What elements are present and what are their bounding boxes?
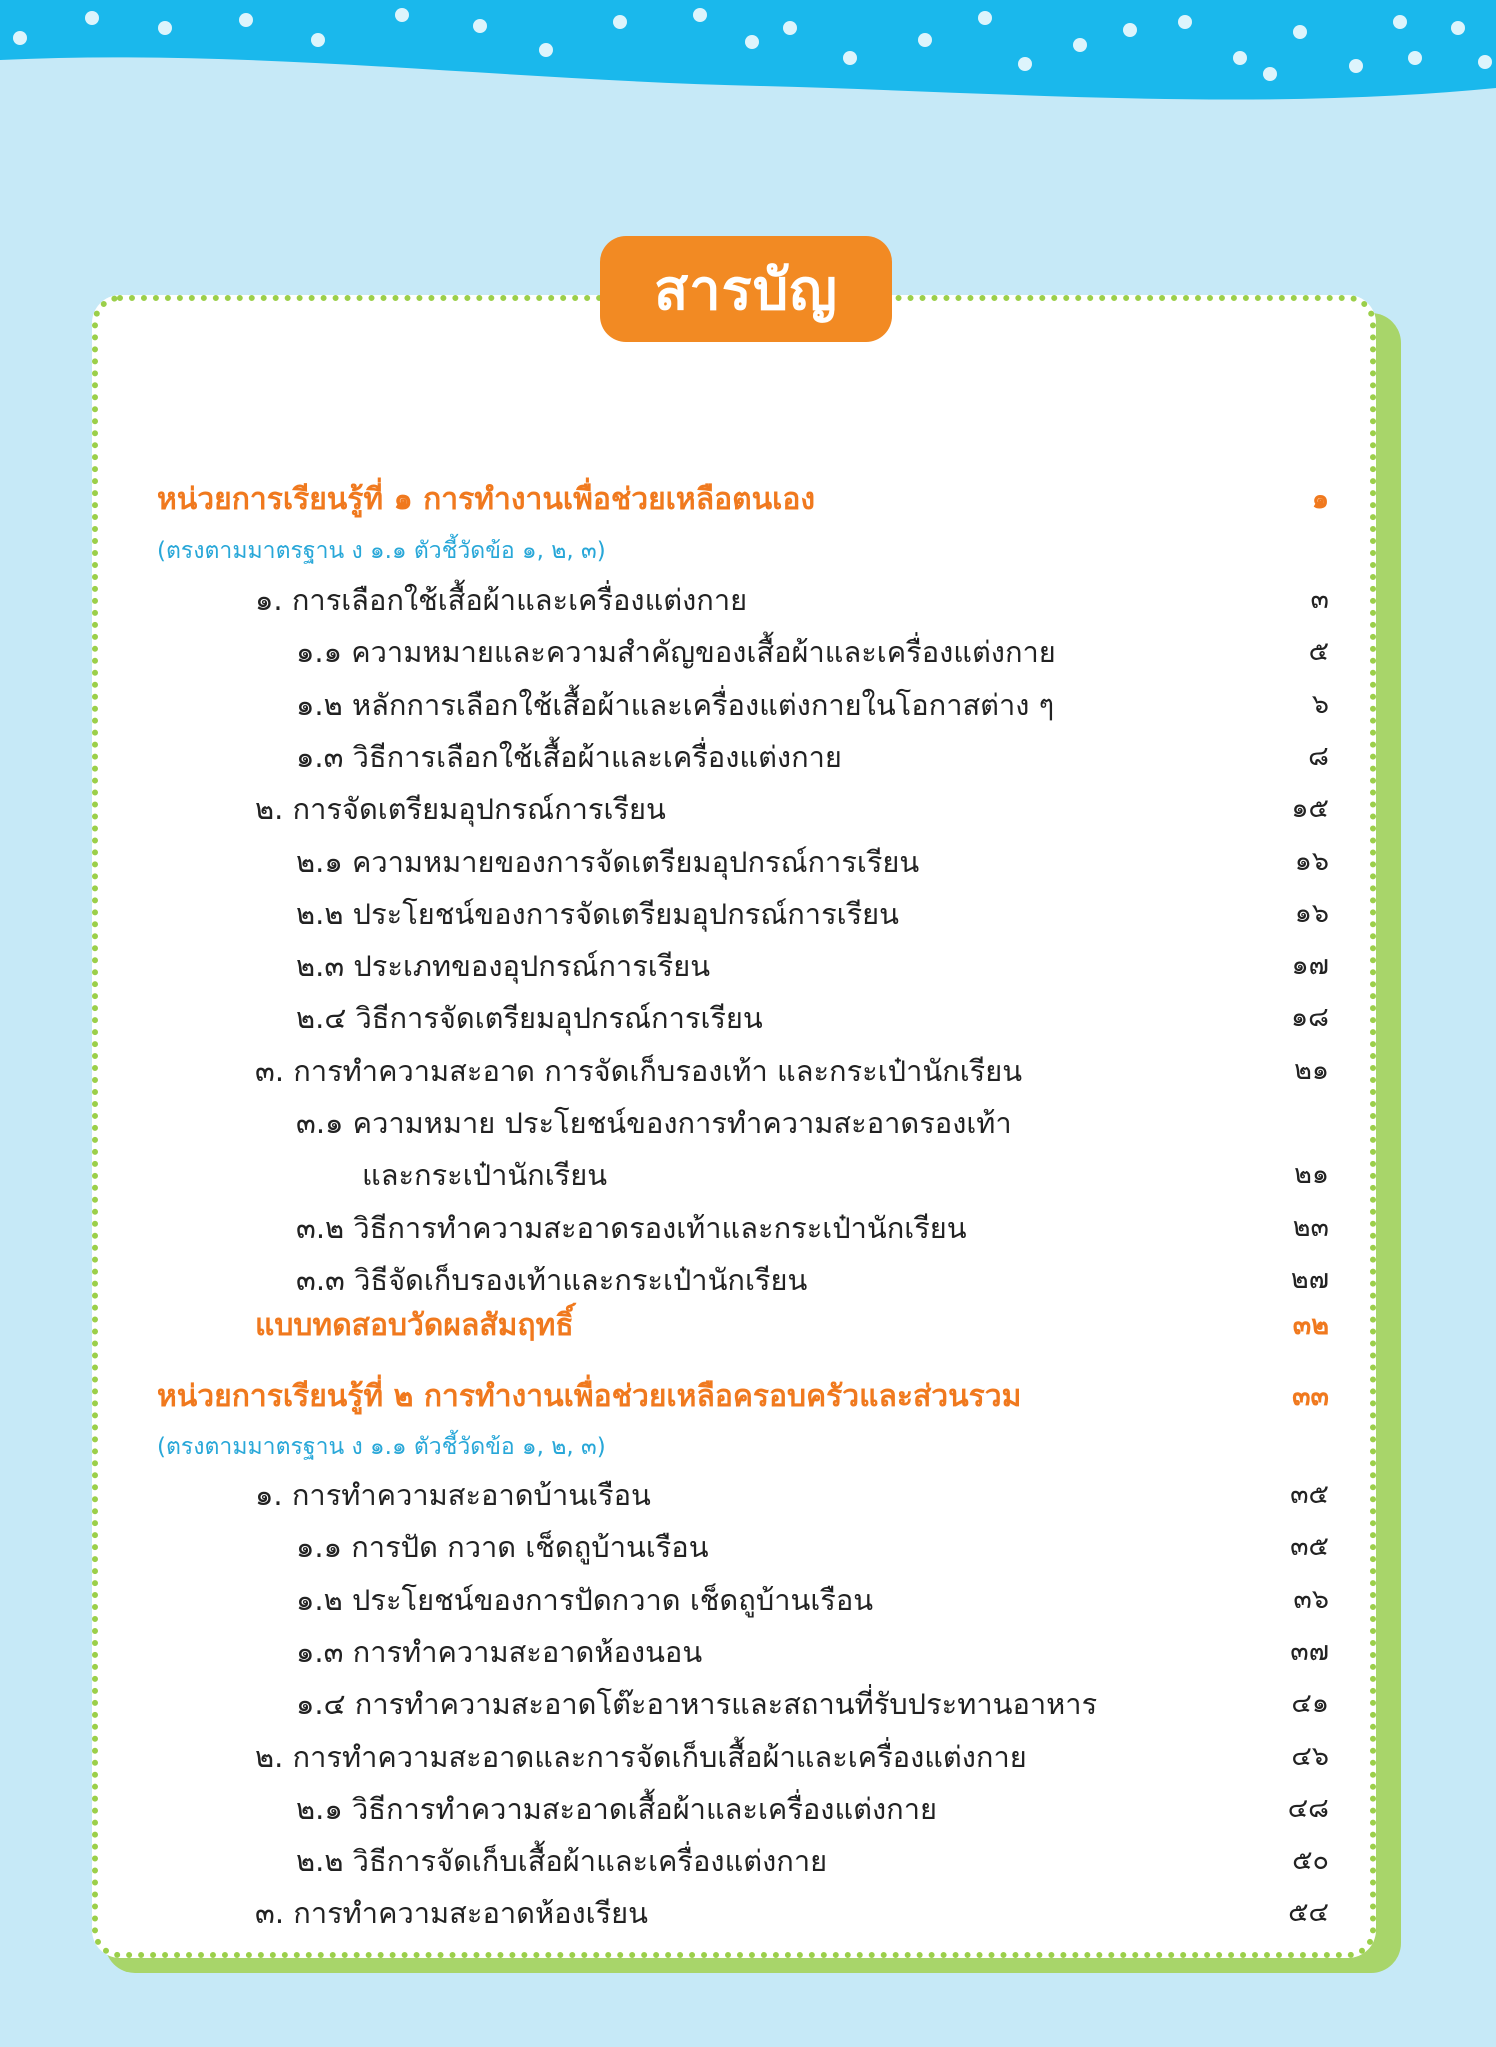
unit-heading-page-number: ๑ bbox=[1311, 484, 1329, 515]
toc-entry-page-number: ๑๖ bbox=[1294, 898, 1329, 929]
toc-entry-page-number: ๒๗ bbox=[1290, 1264, 1329, 1295]
toc-entry-text: ๒.๔ วิธีการจัดเตรียมอุปกรณ์การเรียน bbox=[296, 1001, 763, 1035]
top-wave-banner bbox=[0, 0, 1496, 110]
toc-entry-page-number: ๓๕ bbox=[1290, 1531, 1329, 1562]
toc-entry-text: ๑. การทำความสะอาดบ้านเรือน bbox=[255, 1478, 651, 1512]
toc-entry-page-number: ๔๘ bbox=[1287, 1793, 1329, 1824]
toc-entry-text: ๑.๑ การปัด กวาด เช็ดถูบ้านเรือน bbox=[296, 1530, 709, 1564]
toc-entry-page-number: ๕ bbox=[1308, 636, 1329, 667]
unit-heading-text: หน่วยการเรียนรู้ที่ ๒ การทำงานเพื่อช่วยเหลือครอบครัวและส่วนรวม bbox=[157, 1379, 1022, 1414]
toc-entry bbox=[0, 575, 1496, 625]
toc-entry-page-number: ๓ bbox=[1310, 584, 1329, 615]
toc-entry-page-number: ๔๑ bbox=[1291, 1688, 1329, 1719]
toc-entry-page-number: ๒๓ bbox=[1292, 1212, 1329, 1243]
toc-entry bbox=[0, 1888, 1496, 1938]
toc-entry bbox=[0, 889, 1496, 939]
toc-entry bbox=[0, 1784, 1496, 1834]
toc-entry bbox=[0, 1098, 1496, 1148]
toc-entry-page-number: ๑๖ bbox=[1294, 846, 1329, 877]
toc-entry-text: ๒.๓ ประเภทของอุปกรณ์การเรียน bbox=[296, 949, 711, 983]
toc-entry-text: ๓.๓ วิธีจัดเก็บรองเท้าและกระเป๋านักเรียน bbox=[296, 1263, 808, 1297]
toc-entry-text: ๓.๑ ความหมาย ประโยชน์ของการทำความสะอาดรองเท้า bbox=[296, 1106, 1012, 1140]
unit-heading bbox=[0, 1372, 1496, 1422]
unit-heading-page-number: ๓๓ bbox=[1292, 1381, 1329, 1412]
toc-entry bbox=[0, 1470, 1496, 1520]
toc-entry-text: ๑.๓ การทำความสะอาดห้องนอน bbox=[296, 1635, 703, 1669]
toc-entry-page-number: ๑๕ bbox=[1291, 793, 1329, 824]
unit-heading-text: หน่วยการเรียนรู้ที่ ๑ การทำงานเพื่อช่วยเหลือตนเอง bbox=[157, 482, 816, 517]
toc-entry bbox=[0, 837, 1496, 887]
toc-entry-text: ๑.๓ วิธีการเลือกใช้เสื้อผ้าและเครื่องแต่งกาย bbox=[296, 740, 842, 774]
toc-entry-text: ๑.๒ หลักการเลือกใช้เสื้อผ้าและเครื่องแต่งกายในโอกาสต่าง ๆ bbox=[296, 688, 1055, 722]
toc-entry bbox=[0, 1627, 1496, 1677]
toc-entry-text: ๒.๑ ความหมายของการจัดเตรียมอุปกรณ์การเรียน bbox=[296, 845, 920, 879]
toc-entry bbox=[0, 941, 1496, 991]
toc-entry-text: ๓. การทำความสะอาดห้องเรียน bbox=[255, 1896, 648, 1930]
toc-entry-text: ๑. การเลือกใช้เสื้อผ้าและเครื่องแต่งกาย bbox=[255, 583, 748, 617]
unit-standard-text: (ตรงตามมาตรฐาน ง ๑.๑ ตัวชี้วัดข้อ ๑, ๒, ๓) bbox=[157, 1434, 606, 1460]
unit-heading bbox=[0, 475, 1496, 525]
toc-entry-page-number: ๕๔ bbox=[1288, 1897, 1329, 1928]
toc-entry bbox=[0, 627, 1496, 677]
toc-entry-text: ๒.๑ วิธีการทำความสะอาดเสื้อผ้าและเครื่องแต่งกาย bbox=[296, 1792, 937, 1826]
toc-entry-text: ๑.๔ การทำความสะอาดโต๊ะอาหารและสถานที่รับประทานอาหาร bbox=[296, 1687, 1098, 1721]
unit-standard bbox=[0, 526, 1496, 576]
toc-entry-text: ๓.๒ วิธีการทำความสะอาดรองเท้าและกระเป๋านักเรียน bbox=[296, 1211, 967, 1245]
toc-entry bbox=[0, 732, 1496, 782]
toc-entry-page-number: ๕๐ bbox=[1292, 1845, 1329, 1876]
toc-entry bbox=[0, 1575, 1496, 1625]
toc-entry-text: ๒.๒ ประโยชน์ของการจัดเตรียมอุปกรณ์การเรียน bbox=[296, 897, 899, 931]
toc-entry-page-number: ๘ bbox=[1308, 741, 1329, 772]
toc-entry bbox=[0, 1203, 1496, 1253]
toc-entry bbox=[0, 1255, 1496, 1305]
toc-entry-text: และกระเป๋านักเรียน bbox=[362, 1158, 608, 1192]
achievement-test-entry-page-number: ๓๒ bbox=[1292, 1310, 1329, 1341]
toc-entry-page-number: ๑๘ bbox=[1291, 1002, 1329, 1033]
toc-entry-text: ๒.๒ วิธีการจัดเก็บเสื้อผ้าและเครื่องแต่งกาย bbox=[296, 1844, 828, 1878]
unit-standard bbox=[0, 1422, 1496, 1472]
toc-entry-page-number: ๓๗ bbox=[1290, 1636, 1329, 1667]
unit-standard-text: (ตรงตามมาตรฐาน ง ๑.๑ ตัวชี้วัดข้อ ๑, ๒, ๓) bbox=[157, 538, 606, 564]
toc-entry-text: ๑.๒ ประโยชน์ของการปัดกวาด เช็ดถูบ้านเรือน bbox=[296, 1583, 874, 1617]
toc-entry bbox=[0, 1679, 1496, 1729]
toc-entry-page-number: ๒๑ bbox=[1294, 1055, 1329, 1086]
toc-entry bbox=[0, 1046, 1496, 1096]
toc-entry bbox=[0, 784, 1496, 834]
toc-entry-page-number: ๑๗ bbox=[1291, 950, 1329, 981]
achievement-test-entry-text: แบบทดสอบวัดผลสัมฤทธิ์ bbox=[255, 1308, 574, 1343]
toc-entry bbox=[0, 1836, 1496, 1886]
toc-entry bbox=[0, 680, 1496, 730]
toc-entry bbox=[0, 1522, 1496, 1572]
toc-entry-page-number: ๓๖ bbox=[1293, 1584, 1329, 1615]
toc-entry-text: ๒. การทำความสะอาดและการจัดเก็บเสื้อผ้าและเครื่องแต่งกาย bbox=[255, 1740, 1027, 1774]
toc-entry bbox=[0, 1732, 1496, 1782]
toc-entry-page-number: ๒๑ bbox=[1294, 1159, 1329, 1190]
toc-entry-text: ๒. การจัดเตรียมอุปกรณ์การเรียน bbox=[255, 792, 666, 826]
toc-entry bbox=[0, 1150, 1496, 1200]
toc-entry-page-number: ๓๕ bbox=[1290, 1479, 1329, 1510]
achievement-test-entry bbox=[0, 1301, 1496, 1351]
toc-entry bbox=[0, 993, 1496, 1043]
toc-entry-text: ๑.๑ ความหมายและความสำคัญของเสื้อผ้าและเครื่องแต่งกาย bbox=[296, 635, 1056, 669]
page-title: สารบัญ bbox=[600, 236, 892, 342]
toc-entry-page-number: ๔๖ bbox=[1291, 1741, 1329, 1772]
toc-entry-page-number: ๖ bbox=[1311, 689, 1329, 720]
toc-entry-text: ๓. การทำความสะอาด การจัดเก็บรองเท้า และกระเป๋านักเรียน bbox=[255, 1054, 1023, 1088]
